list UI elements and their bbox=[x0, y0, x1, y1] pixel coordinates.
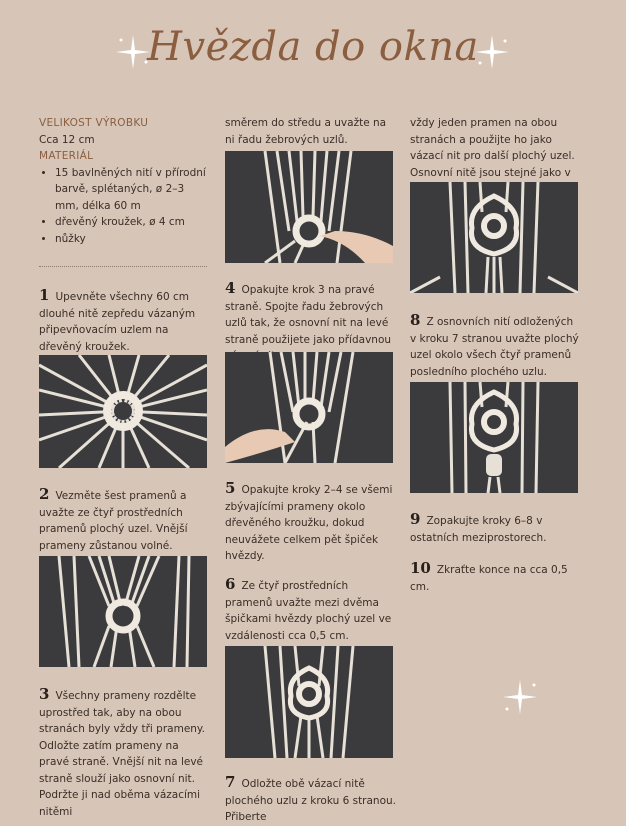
step-number: 9 bbox=[410, 510, 421, 528]
step-text: Z osnovních nití odložených v kroku 7 stranou uvažte plochý uzel okolo všech čtyř pramenů posledního plochého uzlu. bbox=[410, 316, 579, 378]
step-text: Opakujte kroky 2–4 se všemi zbývajícími prameny okolo dřevěného kroužku, dokud neuvážete celkem pět špiček hvězdy. bbox=[225, 484, 393, 562]
photo-step-4 bbox=[225, 352, 393, 463]
photo-step-8 bbox=[410, 382, 578, 493]
size-value: Cca 12 cm bbox=[39, 133, 95, 146]
step-text: Ze čtyř prostředních pramenů uvažte mezi dvěma špičkami hvězdy plochý uzel ve vzdálenosti cca 0,5 cm. bbox=[225, 580, 392, 642]
size-heading: VELIKOST VÝROBKU bbox=[39, 117, 149, 129]
photo-step-1 bbox=[39, 355, 207, 468]
step-number: 2 bbox=[39, 485, 50, 503]
step-text: vždy jeden pramen na obou stranách a použijte ho jako vázací nit pro další plochý uzel. Osnovní nitě jsou stejné jako v bbox=[410, 117, 575, 179]
step-text: Odložte obě vázací nitě plochého uzlu z kroku 6 stranou. Přiberte bbox=[225, 778, 397, 823]
step-1 bbox=[39, 287, 211, 355]
photo-illustration bbox=[225, 352, 393, 463]
step-2 bbox=[39, 486, 211, 554]
step-3 bbox=[39, 686, 211, 820]
size-section bbox=[39, 115, 209, 247]
step-9 bbox=[410, 511, 582, 546]
photo-illustration bbox=[39, 556, 207, 667]
material-heading: MATERIÁL bbox=[39, 150, 94, 162]
photo-step-2 bbox=[39, 556, 207, 667]
step-text: Zopakujte kroky 6–8 v ostatních meziprostorech. bbox=[410, 515, 547, 544]
photo-illustration bbox=[410, 182, 578, 293]
step-number: 3 bbox=[39, 685, 50, 703]
step-text: Upevněte všechny 60 cm dlouhé nitě zepředu vázaným připevňovacím uzlem na dřevěný kroužek. bbox=[39, 291, 196, 353]
step-text: Všechny prameny rozdělte uprostřed tak, aby na obou stranách byly vždy tři prameny. Odložte zatím prameny na pravé straně. Vnější nit na levé straně slouží jako osnovní nit. Podržte ji nad oběma vázacími nitěmi bbox=[39, 690, 205, 818]
step-text: Vezměte šest pramenů a uvažte ze čtyř prostředních pramenů plochý uzel. Vnější prameny zůstanou volné. bbox=[39, 490, 188, 552]
material-item: • dřevěný kroužek, ø 4 cm bbox=[55, 214, 209, 231]
material-list bbox=[39, 165, 209, 248]
photo-illustration bbox=[225, 646, 393, 758]
step-number: 8 bbox=[410, 311, 421, 329]
photo-step-3 bbox=[225, 151, 393, 263]
page-title: Hvězda do okna bbox=[147, 24, 479, 70]
step-8 bbox=[410, 312, 582, 380]
sparkle-icon bbox=[500, 677, 540, 717]
photo-step-6 bbox=[225, 646, 393, 758]
step-number: 6 bbox=[225, 575, 236, 593]
step-5 bbox=[225, 480, 397, 565]
step-text: Zkraťte konce na cca 0,5 cm. bbox=[410, 564, 568, 593]
photo-illustration bbox=[225, 151, 393, 263]
step-6 bbox=[225, 576, 397, 644]
step-3-continued bbox=[225, 115, 397, 148]
step-text: Opakujte krok 3 na pravé straně. Spojte řadu žebrových uzlů tak, že osnovní nit na levé straně použijete jako přídavnou bbox=[225, 284, 392, 346]
step-text: směrem do středu a uvažte na ni řadu žebrových uzlů. bbox=[225, 117, 387, 146]
step-number: 1 bbox=[39, 286, 50, 304]
material-item: • 15 bavlněných nití v přírodní barvě, splétaných, ø 2–3 mm, délka 60 m bbox=[55, 165, 209, 215]
photo-step-7 bbox=[410, 182, 578, 293]
photo-illustration bbox=[39, 355, 207, 468]
step-number: 10 bbox=[410, 559, 431, 577]
divider bbox=[39, 266, 207, 267]
step-10 bbox=[410, 560, 582, 595]
step-number: 7 bbox=[225, 773, 236, 791]
step-7 bbox=[225, 774, 397, 826]
photo-illustration bbox=[410, 382, 578, 493]
step-number: 4 bbox=[225, 279, 236, 297]
step-number: 5 bbox=[225, 479, 236, 497]
material-item: • nůžky bbox=[55, 231, 209, 248]
